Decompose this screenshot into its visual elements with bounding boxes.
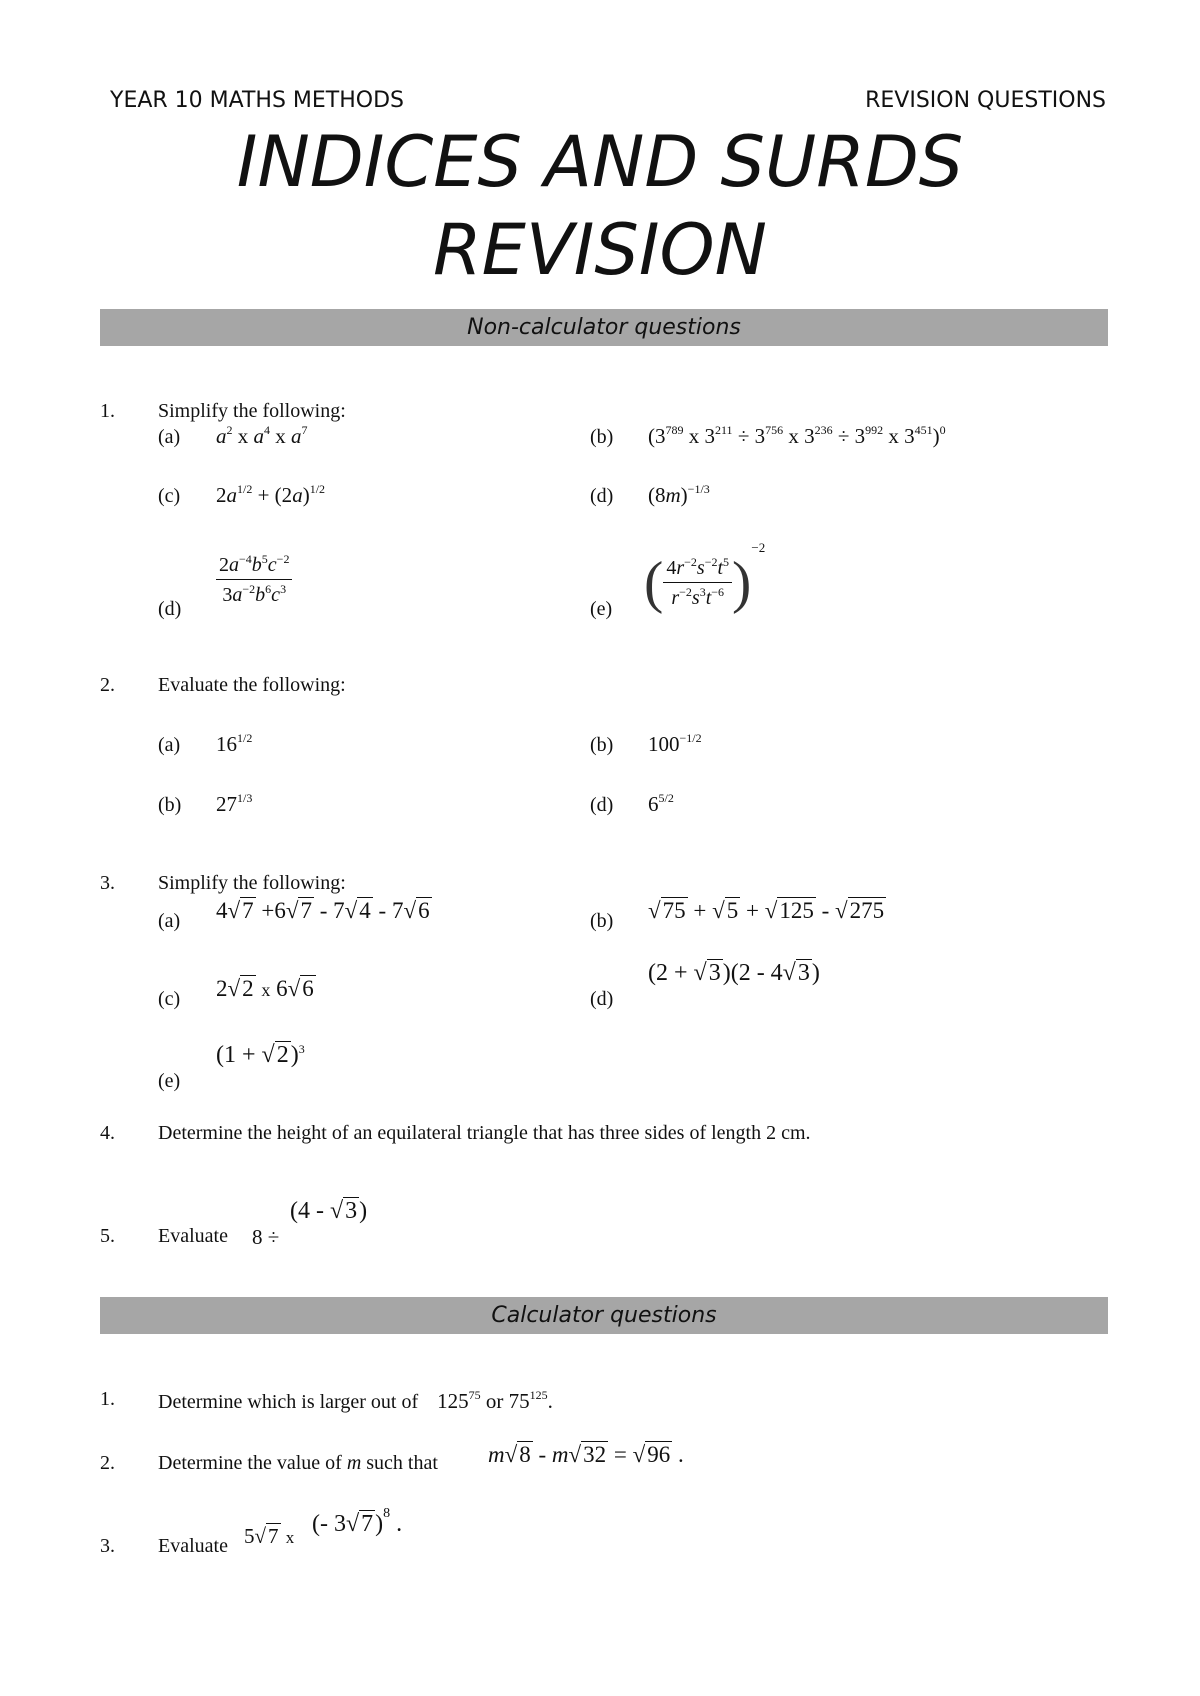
q5-text: Evaluate	[158, 1225, 228, 1247]
q1c-expression: $2a^{1/2} + (2a)^{1/2}$	[216, 482, 326, 507]
section-calculator: Calculator questions	[100, 1297, 1108, 1334]
q1a-expression: $a^2$ x $a^4$ x $a^7$	[216, 423, 308, 448]
q3a-expression: 4√7 +6√7 - 7√4 - 7√6	[216, 898, 430, 923]
calc-q2-text: Determine the value of m such that	[158, 1452, 438, 1474]
calc-q2-number: 2.	[100, 1452, 115, 1474]
page-title	[0, 118, 1200, 294]
q3-number: 3.	[100, 872, 115, 894]
q1b-expression: ($3^{789}$ x $3^{211} \div 3^{756}$ x $3^{236} \div 3^{992}$ x $3^{451})^0$	[648, 423, 946, 448]
q3a-label: (a)	[158, 910, 181, 932]
q4-text: Determine the height of an equilateral triangle that has three sides of length 2 cm.	[158, 1122, 811, 1144]
header-right: REVISION QUESTIONS	[865, 88, 1106, 113]
q3c-expression: 2√2 x 6√6	[216, 976, 314, 1001]
q4-number: 4.	[100, 1122, 115, 1144]
q1-text: Simplify the following:	[158, 400, 346, 422]
calc-q1-expression: $125^{75}$ or $75^{125}$.	[437, 1388, 553, 1413]
q3e-expression: $(1 + √2)^3$	[216, 1042, 305, 1068]
calc-q3-term2: (- 3√7)$^8$ .	[312, 1506, 403, 1537]
q2d-expression: $6^{5/2}$	[648, 791, 674, 816]
q2b-label: (b)	[590, 734, 614, 756]
q5-divisor: (4 - √3)	[290, 1198, 368, 1224]
q1d-label: (d)	[590, 485, 614, 507]
q5-number: 5.	[100, 1225, 115, 1247]
calc-q2-equation: m√8 - m√32 = √96 .	[488, 1442, 684, 1467]
q2c-label: (b)	[158, 794, 182, 816]
calc-q3-text: Evaluate	[158, 1535, 228, 1557]
q1d2-label: (d)	[158, 598, 182, 620]
q3b-expression: √75 + √5 + √125 - √275	[648, 898, 885, 923]
q2a-expression: $16^{1/2}$	[216, 731, 253, 756]
q3c-label: (c)	[158, 988, 181, 1010]
q2c-expression: $27^{1/3}$	[216, 791, 253, 816]
q1e-label: (e)	[590, 598, 613, 620]
calc-q1-text	[158, 1388, 553, 1414]
calc-q1-prompt: Determine which is larger out of	[158, 1391, 419, 1413]
q1-number: 1.	[100, 400, 115, 422]
q5-dividend: 8 ÷	[252, 1225, 280, 1249]
section-non-calculator: Non-calculator questions	[100, 309, 1108, 346]
q3b-label: (b)	[590, 910, 614, 932]
q2b-expression: $100^{-1/2}$	[648, 731, 702, 756]
q2a-label: (a)	[158, 734, 181, 756]
calc-q1-number: 1.	[100, 1388, 115, 1410]
q2-number: 2.	[100, 674, 115, 696]
q1d2-expression: $\frac{2a^{-4}b^5c^{-2}}{3a^{-2}b^6c^3}$	[216, 552, 292, 607]
q2d-label: (d)	[590, 794, 614, 816]
q3e-label: (e)	[158, 1070, 181, 1092]
q1b-label: (b)	[590, 426, 614, 448]
q3-text: Simplify the following:	[158, 872, 346, 894]
q1a-label: (a)	[158, 426, 181, 448]
title-line-2: REVISION	[433, 209, 767, 291]
calc-q3-number: 3.	[100, 1535, 115, 1557]
q3d-label: (d)	[590, 988, 614, 1010]
q1e-expression: ( $\frac{4r^{-2}s^{-2}t^5}{r^{-2}s^3t^{-6}}$ )$^{-2}$	[644, 540, 766, 615]
calc-q3-term1: 5√7 x	[244, 1524, 295, 1548]
q1d-expression: $(8m)^{-1/3}$	[648, 482, 710, 507]
q3d-expression: (2 + √3)(2 - 4√3)	[648, 960, 820, 986]
header-left: YEAR 10 MATHS METHODS	[110, 88, 405, 113]
title-line-1: INDICES AND SURDS	[236, 121, 964, 203]
q1c-label: (c)	[158, 485, 181, 507]
q2-text: Evaluate the following:	[158, 674, 346, 696]
